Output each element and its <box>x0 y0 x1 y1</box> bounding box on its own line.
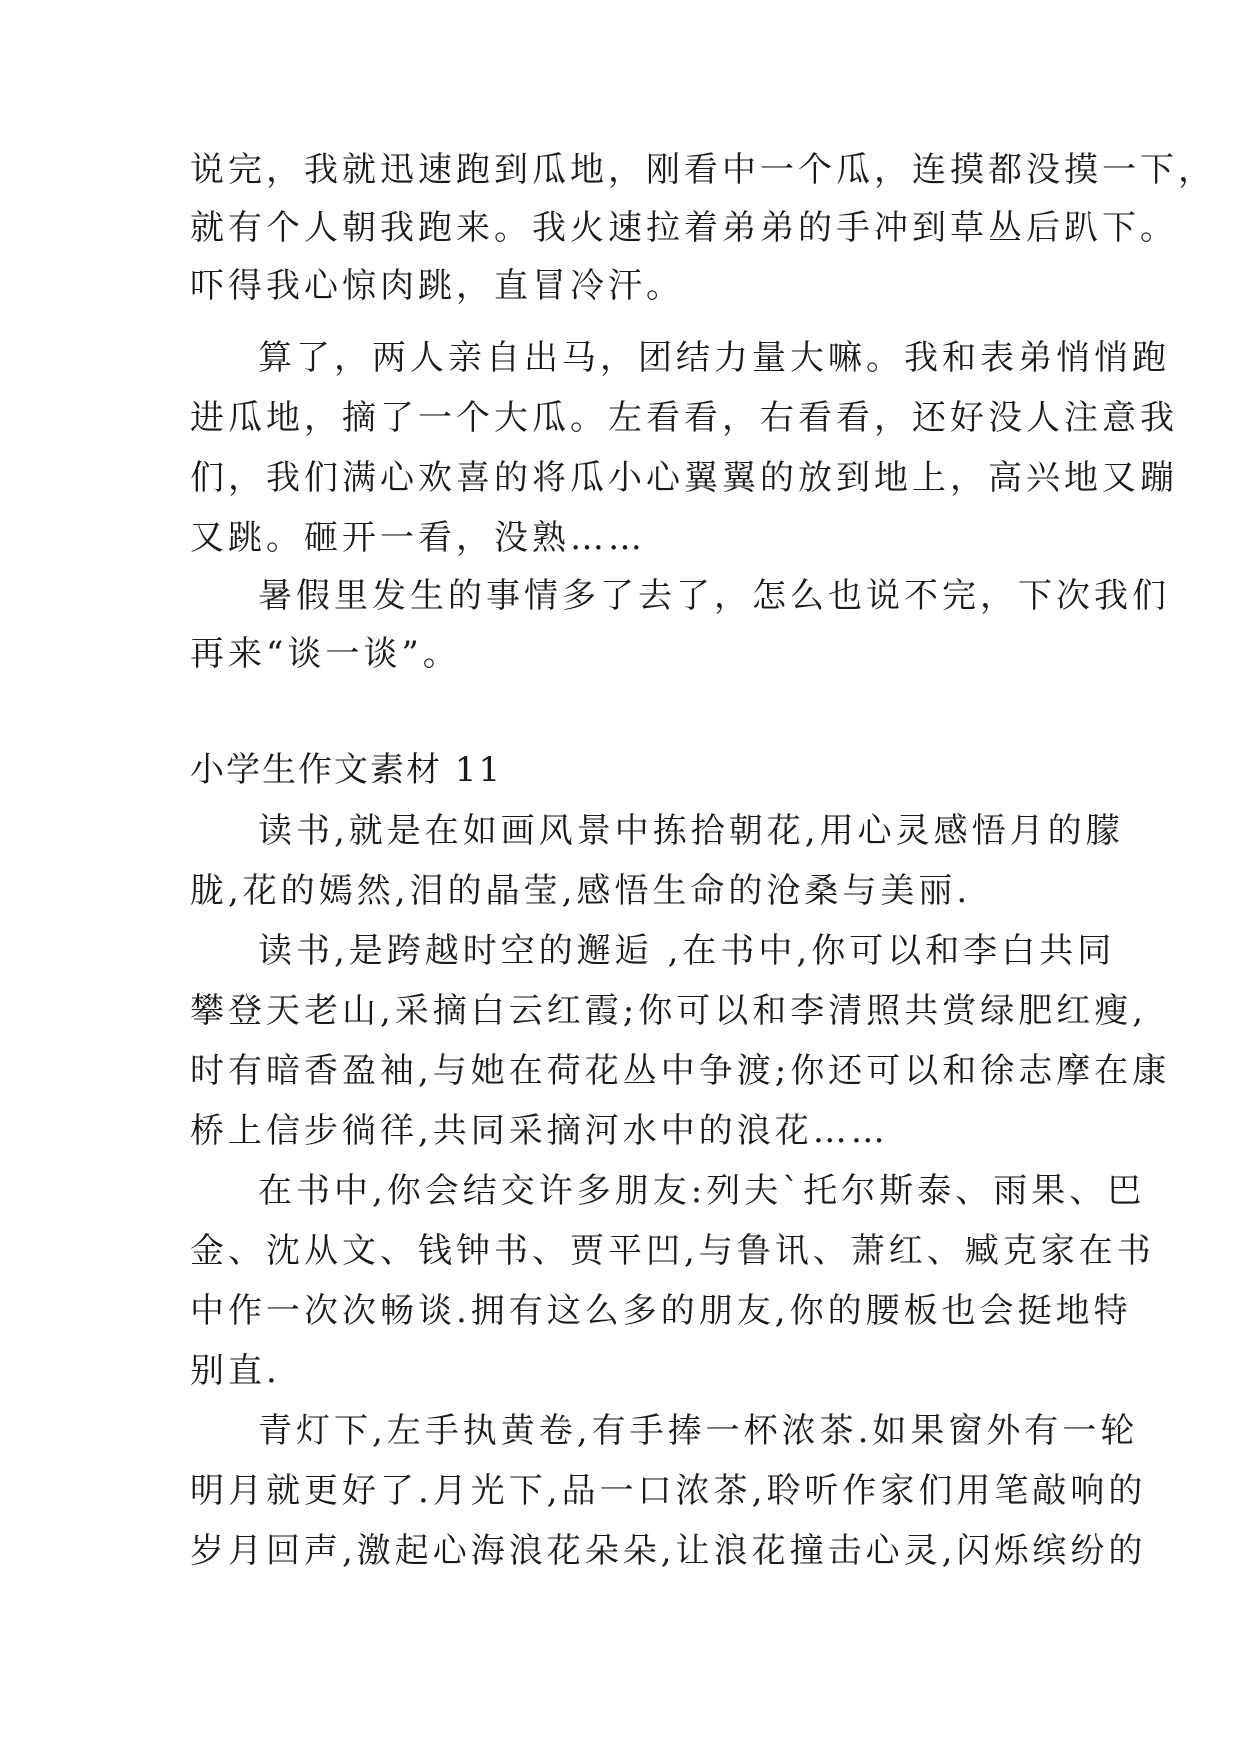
text-line: 青灯下,左手执黄卷,有手捧一杯浓茶.如果窗外有一轮 <box>258 1411 1139 1451</box>
text-line: 岁月回声,激起心海浪花朵朵,让浪花撞击心灵,闪烁缤纷的 <box>190 1531 1147 1571</box>
text-line: 攀登天老山,采摘白云红霞;你可以和李清照共赏绿肥红瘦, <box>190 991 1148 1031</box>
text-line: 读书,就是在如画风景中拣拾朝花,用心灵感悟月的朦 <box>258 811 1124 851</box>
text-line: 进瓜地，摘了一个大瓜。左看看，右看看，还好没人注意我 <box>190 398 1178 438</box>
text-line: 桥上信步徜徉,共同采摘河水中的浪花…… <box>190 1111 889 1151</box>
text-line: 们，我们满心欢喜的将瓜小心翼翼的放到地上，高兴地又蹦 <box>190 458 1178 498</box>
text-line: 再来“谈一谈”。 <box>190 634 461 674</box>
text-line: 说完，我就迅速跑到瓜地，刚看中一个瓜，连摸都没摸一下， <box>190 150 1216 190</box>
text-line: 明月就更好了.月光下,品一口浓茶,聆听作家们用笔敲响的 <box>190 1471 1147 1511</box>
text-line: 就有个人朝我跑来。我火速拉着弟弟的手冲到草丛后趴下。 <box>190 208 1178 248</box>
text-line: 别直. <box>190 1351 281 1391</box>
text-line: 读书,是跨越时空的邂逅 ,在书中,你可以和李白共同 <box>258 931 1116 971</box>
text-line: 暑假里发生的事情多了去了，怎么也说不完，下次我们 <box>258 576 1170 616</box>
text-line: 吓得我心惊肉跳，直冒冷汗。 <box>190 266 684 306</box>
text-line: 胧,花的嫣然,泪的晶莹,感悟生命的沧桑与美丽. <box>190 871 972 911</box>
text-line: 算了，两人亲自出马，团结力量大嘛。我和表弟悄悄跑 <box>258 338 1170 378</box>
text-line: 在书中,你会结交许多朋友:列夫`托尔斯泰、雨果、巴 <box>258 1171 1146 1211</box>
text-line: 金、沈从文、钱钟书、贾平凹,与鲁讯、萧红、臧克家在书 <box>190 1231 1155 1271</box>
section-heading: 小学生作文素材 11 <box>190 750 503 790</box>
text-line: 又跳。砸开一看，没熟…… <box>190 518 646 558</box>
text-line: 时有暗香盈袖,与她在荷花丛中争渡;你还可以和徐志摩在康 <box>190 1051 1171 1091</box>
text-line: 中作一次次畅谈.拥有这么多的朋友,你的腰板也会挺地特 <box>190 1291 1132 1331</box>
